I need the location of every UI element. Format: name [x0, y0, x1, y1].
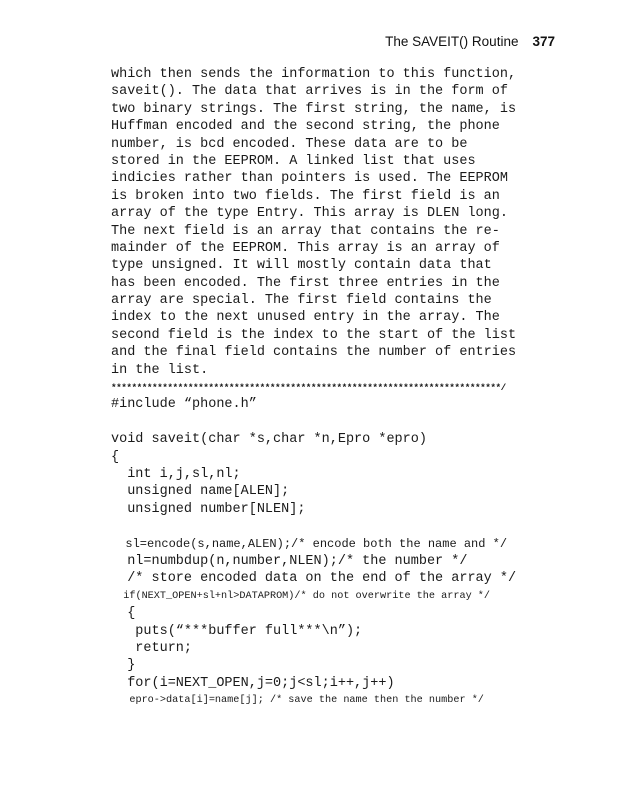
code-line: number, is bcd encoded. These data are to be: [111, 136, 468, 152]
code-line: stored in the EEPROM. A linked list that uses: [111, 153, 476, 169]
code-line: void saveit(char *s,char *n,Epro *epro): [111, 432, 427, 448]
code-line: array of the type Entry. This array is DLEN long.: [111, 206, 508, 222]
code-line: unsigned number[NLEN];: [111, 501, 306, 517]
running-header: [385, 34, 555, 49]
code-line: /* store encoded data on the end of the array */: [111, 571, 517, 587]
code-line: puts(“***buffer full***\n”);: [111, 623, 363, 639]
code-line: nl=numbdup(n,number,NLEN);/* the number */: [111, 553, 468, 569]
code-line: {: [111, 606, 136, 622]
code-line: in the list.: [111, 362, 209, 378]
code-line: has been encoded. The first three entries in the: [111, 275, 500, 291]
code-line: and the final field contains the number of entries: [111, 345, 517, 361]
code-line: ****************************************************************************/: [111, 382, 506, 394]
code-line: is broken into two fields. The first field is an: [111, 188, 500, 204]
code-line: array are special. The first field contains the: [111, 293, 492, 309]
code-line: return;: [111, 640, 193, 656]
code-line: Huffman encoded and the second string, the phone: [111, 119, 500, 135]
code-line: saveit(). The data that arrives is in the form of: [111, 84, 508, 100]
running-title: The SAVEIT() Routine: [385, 34, 519, 49]
code-line: sl=encode(s,name,ALEN);/* encode both the name and */: [111, 536, 508, 551]
code-line: if(NEXT_OPEN+sl+nl>DATAPROM)/* do not overwrite the array */: [111, 590, 491, 602]
code-line: indicies rather than pointers is used. The EEPROM: [111, 171, 508, 187]
code-line: which then sends the information to this function,: [111, 67, 517, 82]
code-line: two binary strings. The first string, the name, is: [111, 101, 517, 117]
code-line: {: [111, 449, 120, 465]
code-line: }: [111, 658, 136, 674]
code-line: The next field is an array that contains the re-: [111, 223, 500, 239]
code-line: #include “phone.h”: [111, 397, 257, 413]
code-line: [111, 414, 559, 431]
code-listing: [111, 66, 559, 709]
code-line: index to the next unused entry in the array. The: [111, 310, 500, 326]
code-line: epro->data[i]=name[j]; /* save the name then the number */: [111, 695, 484, 707]
code-line: for(i=NEXT_OPEN,j=0;j<sl;i++,j++): [111, 675, 395, 691]
page-number: 377: [532, 34, 555, 49]
code-line: mainder of the EEPROM. This array is an array of: [111, 240, 500, 256]
code-line: unsigned name[ALEN];: [111, 484, 290, 500]
code-line: type unsigned. It will mostly contain data that: [111, 258, 492, 274]
code-line: [111, 518, 559, 535]
code-line: int i,j,sl,nl;: [111, 466, 241, 482]
code-line: second field is the index to the start of the list: [111, 327, 517, 343]
